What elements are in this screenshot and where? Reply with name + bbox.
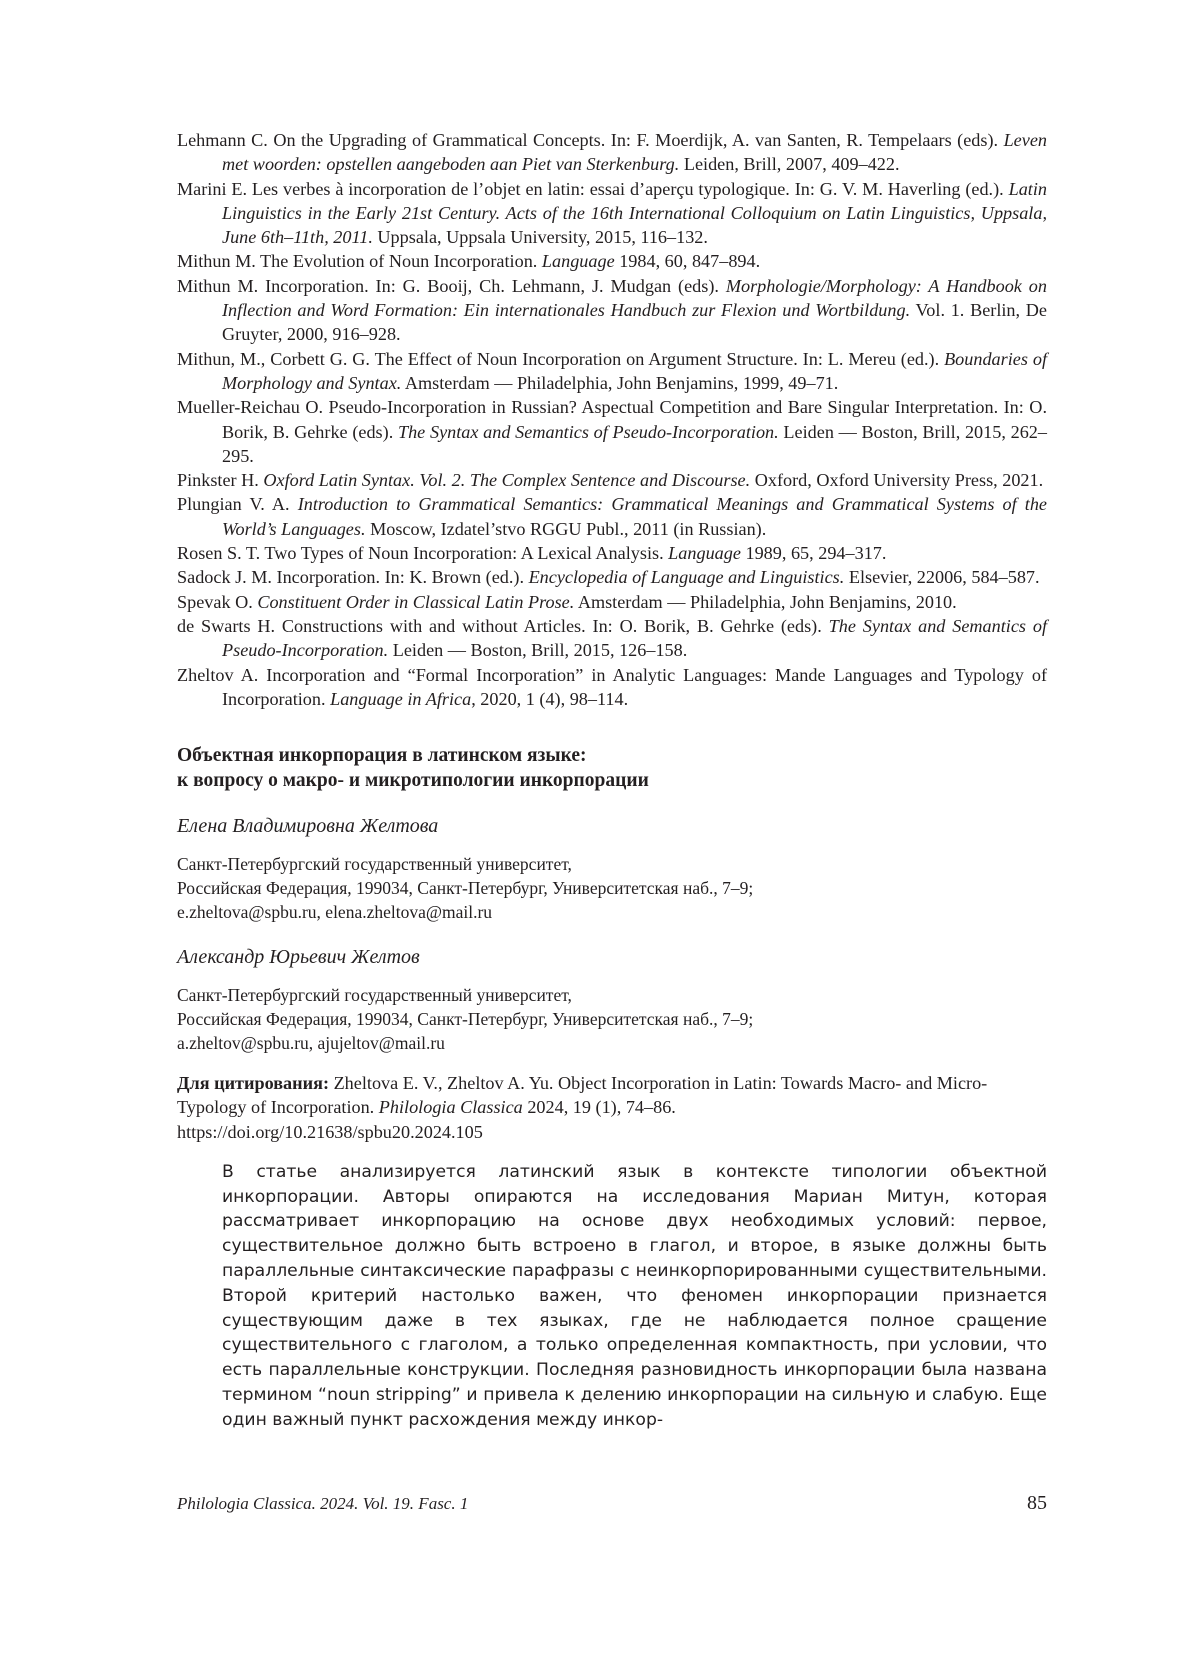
reference-item: Mithun M. The Evolution of Noun Incorporation. Language 1984, 60, 847–894. (177, 251, 761, 272)
reference-item: Mueller-Reichau O. Pseudo-Incorporation in Russian? Aspectual Competition and Bare Singular Interpretation. In: O. Borik, B. Gehrke (eds). The Syntax and Semantics of Pseudo-Incorporation. Leiden — Boston, Brill, 2015, 262–295. (177, 397, 1047, 466)
reference-item: de Swarts H. Constructions with and without Articles. In: O. Borik, B. Gehrke (eds). The Syntax and Semantics of Pseudo-Incorporation. Leiden — Boston, Brill, 2015, 126–158. (177, 615, 1047, 661)
reference-item: Mithun, M., Corbett G. G. The Effect of Noun Incorporation on Argument Structure. In: L. Mereu (ed.). Boundaries of Morphology and Syntax. Amsterdam — Philadelphia, John Benjamins, 1999, 49–71. (177, 348, 1047, 393)
abstract-text: В статье анализируется латинский язык в контексте типологии объектной инкорпорации. Авторы опираются на исследования Мариан Митун, которая рассматривает инкорпорацию на основе двух необходимых условий: первое, существительное должно быть встроено в глагол, и второе, в языке должны быть параллельные синтаксические парафразы с неинкорпорированными существительными. Второй критерий настолько важен, что феномен инкорпорации признается существующим даже в тех языках, где не наблюдается полное сращение существительного с глаголом, а только определенная компактность, при условии, что есть параллельные конструкции. Последняя разновидность инкорпорации была названа термином “noun stripping” и привела к делению инкорпорации на сильную и слабую. Еще один важный пункт расхождения между инкор- (222, 1161, 1047, 1430)
page-footer (177, 1492, 1047, 1522)
affiliation-line: Санкт-Петербургский государственный университет, (177, 854, 572, 875)
author-affiliation (177, 983, 1047, 1055)
reference-item: Plungian V. A. Introduction to Grammatical Semantics: Grammatical Meanings and Grammatical Systems of the World’s Languages. Moscow, Izdatel’stvo RGGU Publ., 2011 (in Russian). (177, 494, 1047, 539)
reference-item: Mithun M. Incorporation. In: G. Booij, Ch. Lehmann, J. Mudgan (eds). Morphologie/Morphology: A Handbook on Inflection and Word Formation: Ein internationales Handbuch zur Flexion und Wortbildung. Vol. 1. Berlin, De Gruyter, 2000, 916–928. (177, 275, 1047, 345)
author-emails: e.zheltova@spbu.ru, elena.zheltova@mail.ru (177, 902, 493, 923)
affiliation-line: Российская Федерация, 199034, Санкт-Петербург, Университетская наб., 7–9; (177, 1009, 754, 1030)
reference-item: Spevak O. Constituent Order in Classical Latin Prose. Amsterdam — Philadelphia, John Benjamins, 2010. (177, 591, 957, 612)
article-title (177, 743, 1047, 793)
author-name: Александр Юрьевич Желтов (177, 946, 420, 969)
page-number: 85 (1027, 1492, 1047, 1514)
footer-journal: Philologia Classica. 2024. Vol. 19. Fasc. 1 (177, 1494, 469, 1513)
article-title-line: к вопросу о макро- и микротипологии инкорпорации (177, 770, 649, 792)
citation-label: Для цитирования: (177, 1073, 330, 1094)
citation-journal: Philologia Classica (378, 1097, 523, 1118)
reference-item: Marini E. Les verbes à incorporation de l’objet en latin: essai d’aperçu typologique. In: G. V. M. Haverling (ed.). Latin Linguistics in the Early 21st Century. Acts of the 16th International Colloquium on Latin Linguistics, Uppsala, June 6th–11th, 2011. Uppsala, Uppsala University, 2015, 116–132. (177, 178, 1047, 248)
affiliation-line: Российская Федерация, 199034, Санкт-Петербург, Университетская наб., 7–9; (177, 878, 754, 899)
reference-item: Rosen S. T. Two Types of Noun Incorporation: A Lexical Analysis. Language 1989, 65, 294–317. (177, 543, 887, 564)
article-title-line: Объектная инкорпорация в латинском языке: (177, 745, 587, 767)
affiliation-line: Санкт-Петербургский государственный университет, (177, 985, 572, 1006)
page-content (177, 128, 1047, 1433)
reference-item: Lehmann C. On the Upgrading of Grammatical Concepts. In: F. Moerdijk, A. van Santen, R. Tempelaars (eds). Leven met woorden: opstellen aangeboden aan Piet van Sterkenburg. Leiden, Brill, 2007, 409–422. (177, 130, 1047, 175)
author-name: Елена Владимировна Желтова (177, 815, 439, 838)
citation-block (177, 1071, 1047, 1144)
reference-item: Sadock J. M. Incorporation. In: K. Brown (ed.). Encyclopedia of Language and Linguistics. Elsevier, 22006, 584–587. (177, 567, 1040, 588)
reference-item: Pinkster H. Oxford Latin Syntax. Vol. 2. The Complex Sentence and Discourse. Oxford, Oxford University Press, 2021. (177, 470, 1044, 491)
citation-text: Zheltova E. V., Zheltov A. Yu. Object Incorporation in Latin: Towards Macro- and Micro-Typology of Incorporation. (177, 1073, 988, 1118)
author-emails: a.zheltov@spbu.ru, ajujeltov@mail.ru (177, 1033, 445, 1054)
author-affiliation (177, 852, 1047, 924)
references-list (177, 128, 1047, 711)
reference-item: Zheltov A. Incorporation and “Formal Incorporation” in Analytic Languages: Mande Languages and Typology of Incorporation. Language in Africa, 2020, 1 (4), 98–114. (177, 664, 1047, 709)
citation-doi: https://doi.org/10.21638/spbu20.2024.105 (177, 1121, 483, 1142)
citation-text: 2024, 19 (1), 74–86. (522, 1097, 676, 1118)
